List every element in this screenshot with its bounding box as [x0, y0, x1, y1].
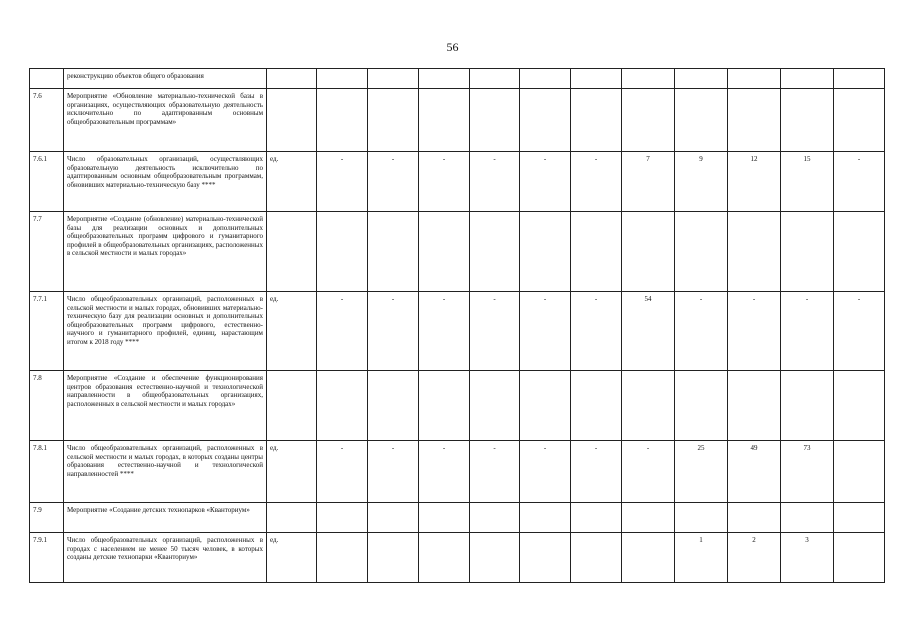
row-value [622, 69, 675, 89]
row-description: Мероприятие «Создание детских технопарков «Кванториум» [64, 503, 267, 533]
row-value [368, 503, 419, 533]
row-value: 1 [675, 533, 728, 583]
table-row [30, 503, 885, 533]
row-value [728, 89, 781, 152]
row-value [622, 503, 675, 533]
row-number: 7.8.1 [30, 441, 64, 503]
row-value [368, 89, 419, 152]
row-value [571, 533, 622, 583]
row-value [368, 533, 419, 583]
row-value: - [675, 292, 728, 371]
row-value [368, 371, 419, 441]
row-value: - [419, 441, 470, 503]
row-value: - [781, 292, 834, 371]
row-number: 7.6 [30, 89, 64, 152]
row-value: 25 [675, 441, 728, 503]
row-value: - [368, 441, 419, 503]
row-value [470, 503, 520, 533]
row-value: - [368, 152, 419, 212]
row-value: - [520, 441, 571, 503]
row-value [419, 371, 470, 441]
row-value [470, 533, 520, 583]
row-value: 12 [728, 152, 781, 212]
row-description: Число общеобразовательных организаций, расположенных в сельской местности и малых городах, обновивших материально-техническую базу для реализации основных и дополнительных общеобразовательных программ цифрового, естественно-научного и гуманитарного профилей, единиц, нарастающим итогом к 2018 году **** [64, 292, 267, 371]
row-value [728, 503, 781, 533]
row-value [728, 69, 781, 89]
row-value [317, 533, 368, 583]
row-description: Мероприятие «Создание и обеспечение функционирования центров образования естественно-научной и технологической направленности в общеобразовательных организациях, расположенных в сельской местности и малых городах» [64, 371, 267, 441]
row-value [317, 371, 368, 441]
row-value [470, 89, 520, 152]
row-value: - [520, 292, 571, 371]
row-value: 7 [622, 152, 675, 212]
row-value [675, 503, 728, 533]
row-value [622, 371, 675, 441]
row-value [834, 371, 885, 441]
row-value [419, 503, 470, 533]
row-value: - [368, 292, 419, 371]
table-row [30, 441, 885, 503]
row-value: - [470, 441, 520, 503]
row-value: - [470, 152, 520, 212]
row-value [317, 212, 368, 292]
row-value [520, 503, 571, 533]
row-value [419, 89, 470, 152]
row-value [571, 503, 622, 533]
row-value [470, 371, 520, 441]
row-value: 2 [728, 533, 781, 583]
row-value: 73 [781, 441, 834, 503]
row-value [571, 69, 622, 89]
table-row [30, 533, 885, 583]
table-row [30, 89, 885, 152]
row-description: Мероприятие «Создание (обновление) материально-технической базы для реализации основных и дополнительных общеобразовательных программ цифрового и гуманитарного профилей в общеобразовательных организациях, расположенных в сельской местности и малых городах» [64, 212, 267, 292]
row-unit [267, 371, 317, 441]
row-value: 49 [728, 441, 781, 503]
row-number: 7.6.1 [30, 152, 64, 212]
row-value [834, 89, 885, 152]
row-description: Мероприятие «Обновление материально-технической базы в организациях, осуществляющих образовательную деятельность исключительно по адаптированным основным общеобразовательным программам» [64, 89, 267, 152]
row-description: Число общеобразовательных организаций, расположенных в сельской местности и малых городах, в которых созданы центры образования естественно-научной и технологической направленностей **** [64, 441, 267, 503]
row-value [675, 212, 728, 292]
row-unit [267, 503, 317, 533]
row-value [675, 371, 728, 441]
row-number [30, 69, 64, 89]
table-row [30, 152, 885, 212]
row-value: - [419, 292, 470, 371]
row-number: 7.9.1 [30, 533, 64, 583]
row-value [520, 69, 571, 89]
row-value [781, 89, 834, 152]
row-value: 3 [781, 533, 834, 583]
row-value [317, 89, 368, 152]
row-unit [267, 212, 317, 292]
row-value: - [834, 152, 885, 212]
row-value [781, 371, 834, 441]
row-description: реконструкцию объектов общего образования [64, 69, 267, 89]
row-unit: ед. [267, 292, 317, 371]
table-row [30, 292, 885, 371]
row-value [317, 69, 368, 89]
table-row [30, 212, 885, 292]
row-value [834, 212, 885, 292]
row-value: - [317, 152, 368, 212]
row-value [520, 371, 571, 441]
row-value [317, 503, 368, 533]
row-value [520, 212, 571, 292]
row-value [834, 69, 885, 89]
row-value [781, 503, 834, 533]
row-value: 54 [622, 292, 675, 371]
row-value: - [317, 441, 368, 503]
row-value: - [317, 292, 368, 371]
row-value [368, 69, 419, 89]
row-value: - [622, 441, 675, 503]
row-value: - [834, 292, 885, 371]
row-number: 7.8 [30, 371, 64, 441]
row-value [368, 212, 419, 292]
row-unit: ед. [267, 533, 317, 583]
table-body [30, 69, 885, 583]
row-value: 15 [781, 152, 834, 212]
row-value [470, 69, 520, 89]
row-value [571, 371, 622, 441]
row-number: 7.9 [30, 503, 64, 533]
row-value [728, 212, 781, 292]
row-description: Число образовательных организаций, осуществляющих образовательную деятельность исключительно по адаптированным основным общеобразовательным программам, обновивших материально-техническую базу **** [64, 152, 267, 212]
row-value [520, 533, 571, 583]
row-value: - [728, 292, 781, 371]
row-value [675, 69, 728, 89]
row-value [834, 503, 885, 533]
table-row [30, 69, 885, 89]
row-value [781, 69, 834, 89]
indicator-table [29, 68, 885, 583]
row-value [728, 371, 781, 441]
row-value [781, 212, 834, 292]
row-value [419, 533, 470, 583]
row-value: - [470, 292, 520, 371]
row-value [571, 212, 622, 292]
row-value: - [571, 292, 622, 371]
row-value: 9 [675, 152, 728, 212]
page-number: 56 [446, 40, 459, 54]
row-value [675, 89, 728, 152]
row-value: - [520, 152, 571, 212]
row-value [470, 212, 520, 292]
row-unit [267, 69, 317, 89]
row-value [520, 89, 571, 152]
row-value [622, 212, 675, 292]
row-value [834, 533, 885, 583]
row-value [622, 533, 675, 583]
row-value [571, 89, 622, 152]
row-unit: ед. [267, 152, 317, 212]
row-unit: ед. [267, 441, 317, 503]
row-value: - [571, 152, 622, 212]
row-value [419, 69, 470, 89]
row-value: - [419, 152, 470, 212]
row-number: 7.7.1 [30, 292, 64, 371]
row-unit [267, 89, 317, 152]
table-row [30, 371, 885, 441]
row-description: Число общеобразовательных организаций, расположенных в городах с населением не менее 50 тысяч человек, в которых созданы детские технопарки «Кванториум» [64, 533, 267, 583]
row-value: - [571, 441, 622, 503]
row-value [419, 212, 470, 292]
row-value [834, 441, 885, 503]
row-number: 7.7 [30, 212, 64, 292]
row-value [622, 89, 675, 152]
